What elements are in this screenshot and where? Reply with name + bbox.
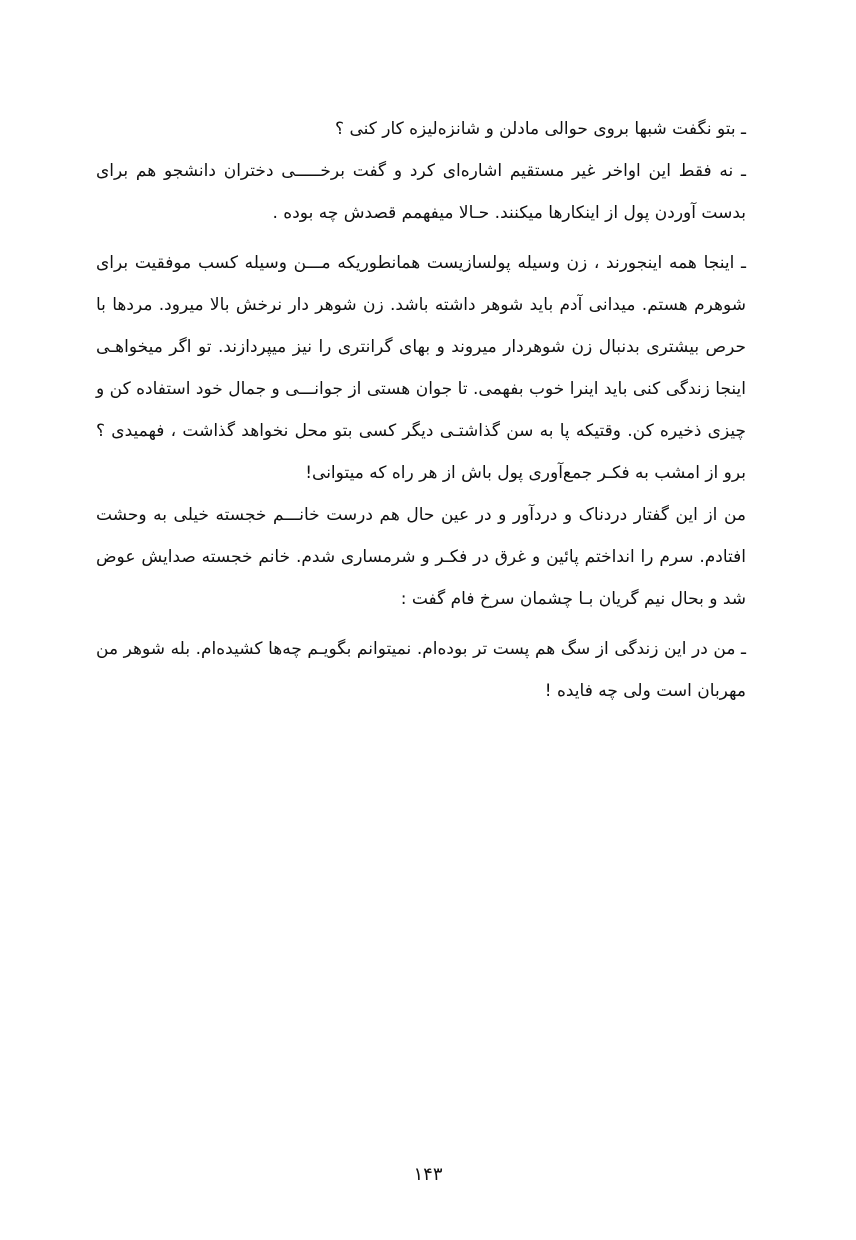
body-text <box>96 108 746 712</box>
paragraph-5: ـ من در این زندگی از سگ هم پست تر بوده‌ام. نمیتوانم بگویـم چه‌ها کشیده‌ام. بله شوهر من مهربان است ولی چه فایده ! <box>96 639 746 701</box>
paragraph-3: ـ اینجا همه اینجورند ، زن وسیله پولسازیست همانطوریکه مـــن وسیله کسب موفقیت برای شوهرم هستم. میدانی آدم باید شوهر داشته باشد. زن شوهر دار نرخش بالا میرود. مردها با حرص بیشتری بدنبال زن شوهردار میروند و بهای گرانتری را نیز میپردازند. تو اگر میخواهـی اینجا زندگی کنی باید اینرا خوب بفهمی. تا جوان هستی از جوانـــی و جمال خود استفاده کن و چیزی ذخیره کن. وقتیکه پا به سن گذاشتـی دیگر کسی بتو محل نخواهد گذاشت ، فهمیدی ؟ برو از امشب به فکـر جمع‌آوری پول باش از هر راه که میتوانی! <box>96 253 746 483</box>
page-number: ۱۴۳ <box>413 1164 443 1185</box>
paragraph-4: من از این گفتار دردناک و دردآور و در عین حال هم درست خانـــم خجسته خیلی به وحشت افتادم. سرم را انداختم پائین و غرق در فکـر و شرمساری شدم. خانم خجسته صدایش عوض شد و بحال نیم گریان بـا چشمان سرخ فام گفت : <box>96 505 746 609</box>
paragraph-1: ـ بتو نگفت شبها بروی حوالی مادلن و شانزه‌لیزه کار کنی ؟ <box>335 119 746 139</box>
paragraph-2: ـ نه فقط این اواخر غیر مستقیم اشاره‌ای کرد و گفت برخـــــی دختران دانشجو هم برای بدست آوردن پول از اینکارها میکنند. حـالا میفهمم قصدش چه بوده . <box>96 161 746 223</box>
